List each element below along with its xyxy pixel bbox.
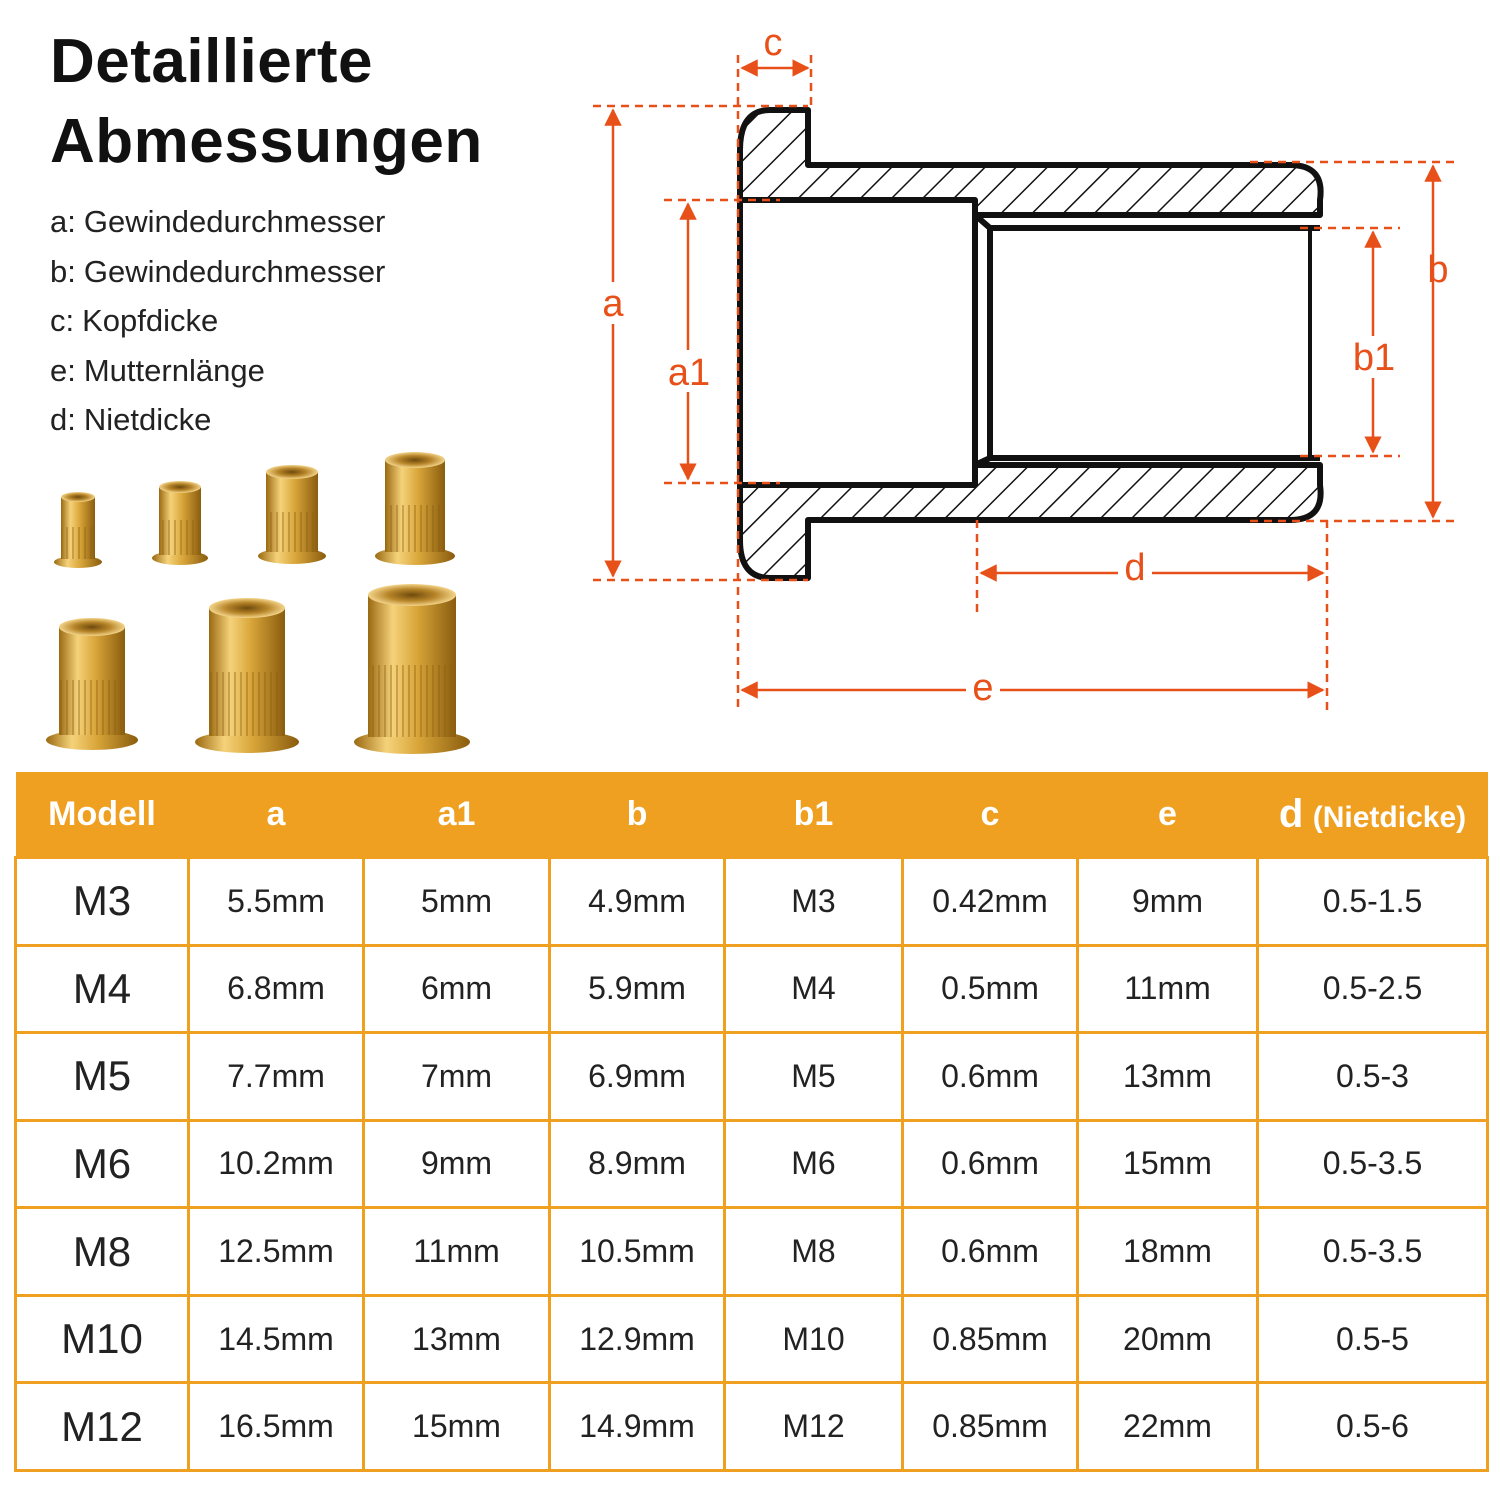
header-d xyxy=(1258,772,1488,858)
cell-d: 0.5-3 xyxy=(1258,1033,1488,1121)
cell-e: 20mm xyxy=(1078,1295,1258,1383)
cell-a: 16.5mm xyxy=(189,1383,364,1471)
section-walls xyxy=(740,110,1321,578)
label-c: c xyxy=(763,22,783,64)
cell-e: 9mm xyxy=(1078,858,1258,946)
table-row xyxy=(16,1383,1488,1471)
cell-d: 0.5-1.5 xyxy=(1258,858,1488,946)
legend-text-e: Mutternlänge xyxy=(83,352,265,388)
lower-wall xyxy=(740,465,1321,578)
cell-model: M5 xyxy=(16,1033,189,1121)
cell-d: 0.5-3.5 xyxy=(1258,1208,1488,1296)
header-b1: b1 xyxy=(725,772,903,858)
legend-key-e: e: xyxy=(50,352,76,388)
header-c: c xyxy=(903,772,1078,858)
label-a: a xyxy=(602,283,624,325)
cell-b: 5.9mm xyxy=(550,945,725,1033)
table-row xyxy=(16,1208,1488,1296)
header-b: b xyxy=(550,772,725,858)
cell-a: 14.5mm xyxy=(189,1295,364,1383)
header-d-note: (Nietdicke) xyxy=(1312,800,1467,834)
cell-c: 0.6mm xyxy=(903,1033,1078,1121)
spec-table xyxy=(14,772,1489,1472)
cell-a: 7.7mm xyxy=(189,1033,364,1121)
cell-a: 6.8mm xyxy=(189,945,364,1033)
legend-key-d: d: xyxy=(50,402,76,437)
label-b1: b1 xyxy=(1352,337,1396,379)
cell-model: M6 xyxy=(16,1120,189,1208)
bore-outline xyxy=(740,200,1320,485)
cell-a1: 13mm xyxy=(364,1295,550,1383)
cell-e: 13mm xyxy=(1078,1033,1258,1121)
header-e: e xyxy=(1078,772,1258,858)
cell-a: 12.5mm xyxy=(189,1208,364,1296)
header-a: a xyxy=(189,772,364,858)
legend-text-d: Nietdicke xyxy=(83,402,212,437)
cell-b: 10.5mm xyxy=(550,1208,725,1296)
cell-c: 0.6mm xyxy=(903,1120,1078,1208)
cell-a1: 15mm xyxy=(364,1383,550,1471)
table-header-row xyxy=(16,772,1488,858)
cell-model: M8 xyxy=(16,1208,189,1296)
label-e: e xyxy=(972,667,994,709)
cell-b1: M5 xyxy=(725,1033,903,1121)
cell-b: 4.9mm xyxy=(550,858,725,946)
cell-b1: M10 xyxy=(725,1295,903,1383)
cell-b: 14.9mm xyxy=(550,1383,725,1471)
table-row xyxy=(16,858,1488,946)
cell-c: 0.5mm xyxy=(903,945,1078,1033)
legend-text-b: Gewindedurchmesser xyxy=(83,253,386,289)
cell-c: 0.85mm xyxy=(903,1383,1078,1471)
cell-d: 0.5-2.5 xyxy=(1258,945,1488,1033)
cell-e: 15mm xyxy=(1078,1120,1258,1208)
cell-c: 0.6mm xyxy=(903,1208,1078,1296)
cell-b: 6.9mm xyxy=(550,1033,725,1121)
header-modell: Modell xyxy=(16,772,189,858)
label-a1: a1 xyxy=(667,352,711,394)
cell-e: 11mm xyxy=(1078,945,1258,1033)
dimension-labels xyxy=(602,22,1448,709)
label-b: b xyxy=(1427,249,1449,291)
table-row xyxy=(16,1033,1488,1121)
cell-d: 0.5-5 xyxy=(1258,1295,1488,1383)
cell-model: M4 xyxy=(16,945,189,1033)
cell-b1: M6 xyxy=(725,1120,903,1208)
cell-a1: 7mm xyxy=(364,1033,550,1121)
table-row xyxy=(16,1120,1488,1208)
cell-b1: M12 xyxy=(725,1383,903,1471)
cell-model: M3 xyxy=(16,858,189,946)
header-d-letter: d xyxy=(1278,791,1304,836)
legend-key-b: b: xyxy=(50,253,76,289)
cell-b1: M8 xyxy=(725,1208,903,1296)
cell-a1: 9mm xyxy=(364,1120,550,1208)
cell-model: M10 xyxy=(16,1295,189,1383)
legend-key-a: a: xyxy=(50,204,76,239)
cell-a: 10.2mm xyxy=(189,1120,364,1208)
extension-lines xyxy=(593,55,1455,712)
cell-b: 8.9mm xyxy=(550,1120,725,1208)
cell-b1: M3 xyxy=(725,858,903,946)
legend-text-c: Kopfdicke xyxy=(82,303,219,338)
table-row xyxy=(16,1295,1488,1383)
cell-e: 18mm xyxy=(1078,1208,1258,1296)
legend-text-a: Gewindedurchmesser xyxy=(83,204,386,239)
cell-c: 0.42mm xyxy=(903,858,1078,946)
header-a1: a1 xyxy=(364,772,550,858)
label-d: d xyxy=(1124,547,1146,589)
cell-a: 5.5mm xyxy=(189,858,364,946)
cell-d: 0.5-6 xyxy=(1258,1383,1488,1471)
cell-c: 0.85mm xyxy=(903,1295,1078,1383)
cell-d: 0.5-3.5 xyxy=(1258,1120,1488,1208)
cell-model: M12 xyxy=(16,1383,189,1471)
upper-wall xyxy=(740,110,1321,215)
cell-a1: 5mm xyxy=(364,858,550,946)
title-line-2: Abmessungen xyxy=(50,107,483,176)
cell-a1: 6mm xyxy=(364,945,550,1033)
legend-key-c: c: xyxy=(50,303,75,338)
cell-e: 22mm xyxy=(1078,1383,1258,1471)
title-line-1: Detaillierte xyxy=(50,27,374,96)
table-row xyxy=(16,945,1488,1033)
cell-b1: M4 xyxy=(725,945,903,1033)
cell-b: 12.9mm xyxy=(550,1295,725,1383)
cell-a1: 11mm xyxy=(364,1208,550,1296)
